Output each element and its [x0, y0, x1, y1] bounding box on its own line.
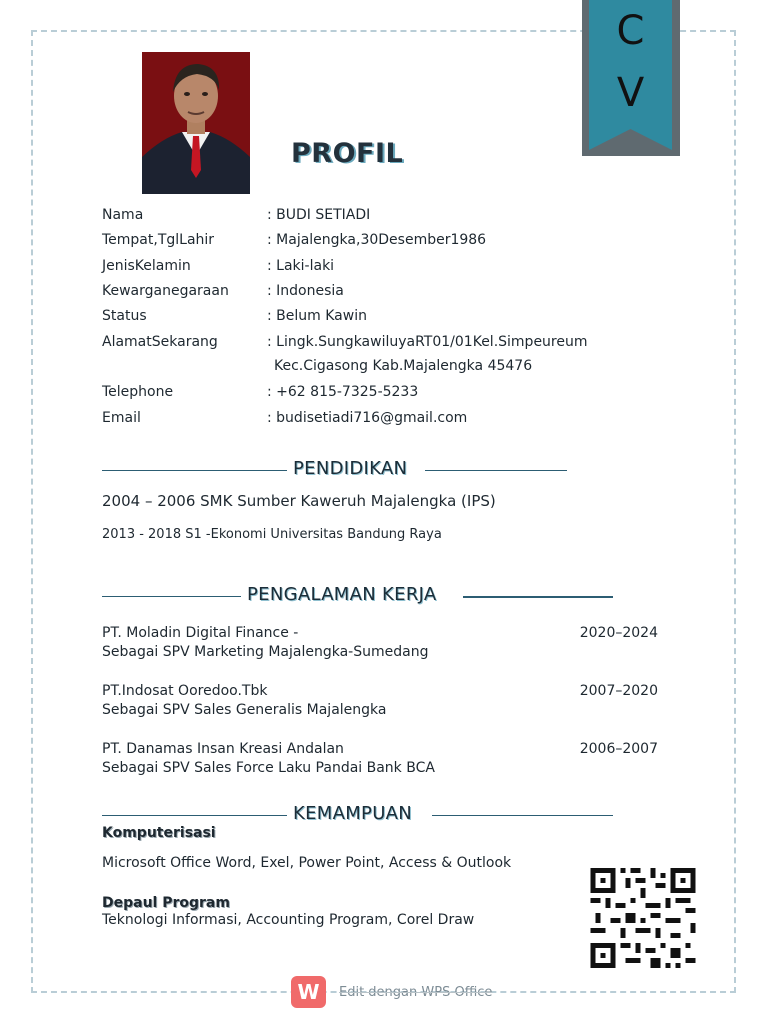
divider-line	[425, 470, 567, 471]
experience-years: 2020–2024	[579, 625, 658, 641]
wps-edit-link[interactable]: Edit dengan WPS Office	[339, 985, 493, 1000]
education-item: 2004 – 2006 SMK Sumber Kaweruh Majalengka (IPS)	[102, 492, 496, 510]
divider-line	[102, 815, 287, 816]
experience-role: Sebagai SPV Sales Generalis Majalengka	[102, 702, 387, 718]
info-label: Status	[102, 308, 147, 324]
education-heading: PENDIDIKAN	[293, 458, 408, 479]
experience-company: PT.Indosat Ooredoo.Tbk	[102, 683, 268, 699]
info-value: : BUDI SETIADI	[267, 207, 371, 223]
info-label: Kewarganegaraan	[102, 283, 229, 299]
divider-line	[102, 596, 241, 597]
divider-line	[432, 815, 613, 816]
info-value: Kec.Cigasong Kab.Majalengka 45476	[274, 358, 533, 374]
skills-computer-heading: Komputerisasi	[102, 825, 216, 841]
experience-company: PT. Moladin Digital Finance -	[102, 625, 299, 641]
cv-letter-c: C	[616, 8, 645, 54]
info-value: : budisetiadi716@gmail.com	[267, 410, 468, 426]
info-label: Email	[102, 410, 141, 426]
info-value: : Majalengka,30Desember1986	[267, 232, 487, 248]
info-value: : +62 815-7325-5233	[267, 384, 419, 400]
info-label: Tempat,TglLahir	[102, 232, 215, 248]
info-value: : Lingk.SungkawiluyaRT01/01Kel.Simpeureum	[267, 334, 588, 350]
education-item: 2013 - 2018 S1 -Ekonomi Universitas Bandung Raya	[102, 527, 442, 542]
cv-letter-v: V	[616, 70, 645, 116]
info-label: Telephone	[102, 384, 174, 400]
experience-heading: PENGALAMAN KERJA	[247, 584, 437, 605]
skills-program-text: Teknologi Informasi, Accounting Program, Corel Draw	[102, 912, 475, 928]
profile-photo	[142, 52, 250, 194]
experience-years: 2007–2020	[579, 683, 658, 699]
profile-title: PROFIL	[291, 138, 404, 169]
page-border	[31, 30, 736, 993]
info-label: JenisKelamin	[102, 258, 191, 274]
qr-code	[590, 868, 696, 968]
experience-role: Sebagai SPV Sales Force Laku Pandai Bank BCA	[102, 760, 435, 776]
skills-program-heading: Depaul Program	[102, 895, 230, 911]
experience-years: 2006–2007	[579, 741, 658, 757]
experience-role: Sebagai SPV Marketing Majalengka-Sumedang	[102, 644, 429, 660]
info-value: : Laki-laki	[267, 258, 335, 274]
info-label: Nama	[102, 207, 144, 223]
skills-heading: KEMAMPUAN	[293, 803, 413, 824]
wps-office-logo[interactable]: W	[291, 976, 326, 1008]
divider-line	[102, 470, 287, 471]
experience-company: PT. Danamas Insan Kreasi Andalan	[102, 741, 344, 757]
info-label: AlamatSekarang	[102, 334, 218, 350]
info-value: : Belum Kawin	[267, 308, 367, 324]
skills-computer-text: Microsoft Office Word, Exel, Power Point, Access & Outlook	[102, 855, 512, 871]
divider-line	[463, 596, 613, 598]
info-value: : Indonesia	[267, 283, 344, 299]
